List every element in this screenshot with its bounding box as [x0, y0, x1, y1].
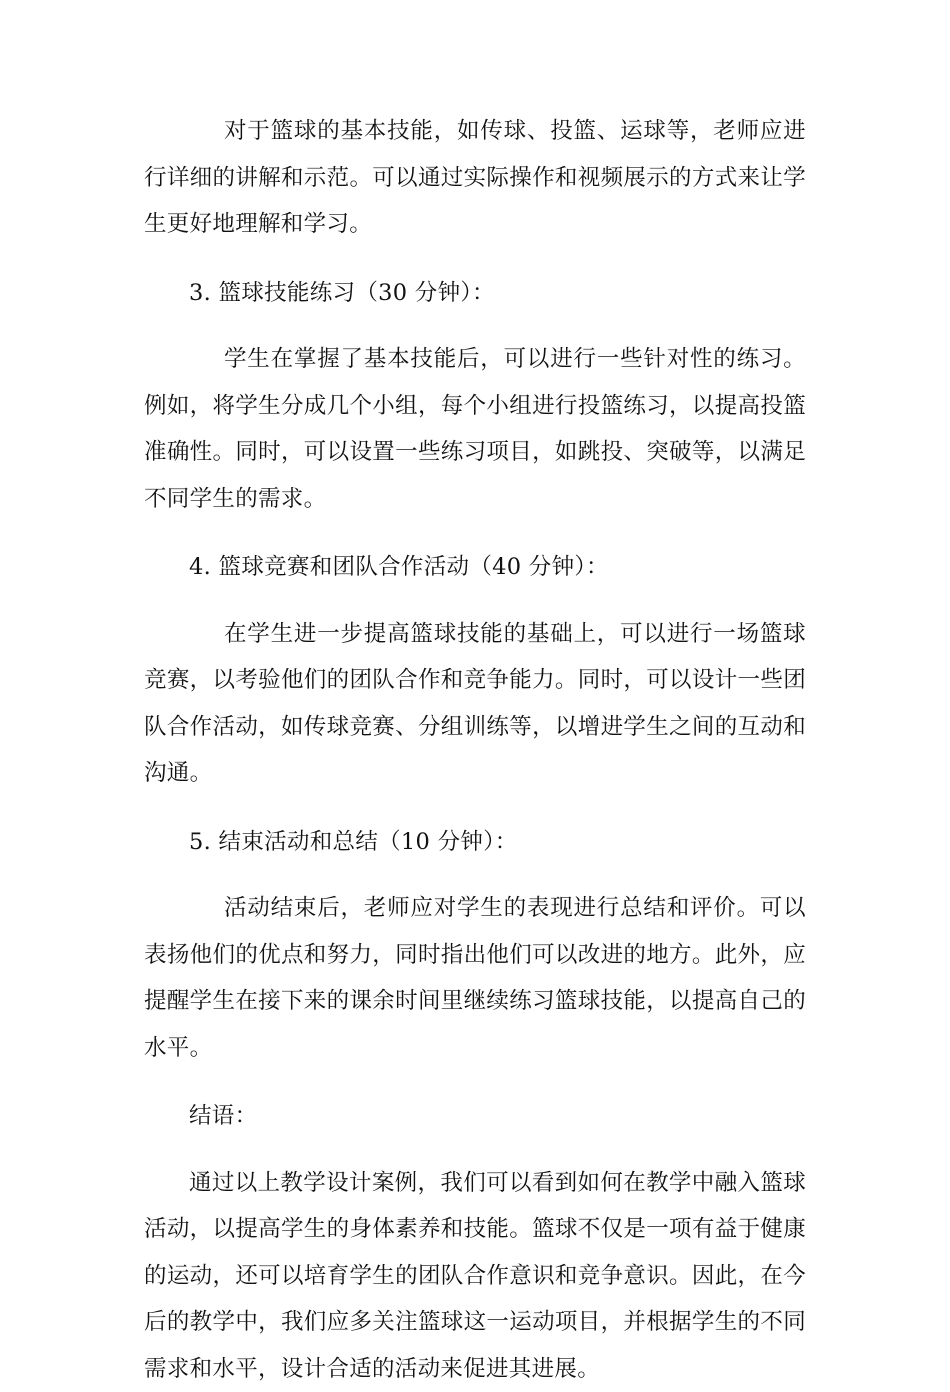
section-heading-summary: 5. 结束活动和总结（10 分钟）：	[144, 819, 806, 866]
paragraph-basic-skills: 对于篮球的基本技能，如传球、投篮、运球等，老师应进行详细的讲解和示范。可以通过实际操作和视频展示的方式来让学生更好地理解和学习。	[144, 108, 806, 248]
document-body	[144, 108, 806, 1392]
paragraph-conclusion: 通过以上教学设计案例，我们可以看到如何在教学中融入篮球活动，以提高学生的身体素养和技能。篮球不仅是一项有益于健康的运动，还可以培育学生的团队合作意识和竞争意识。因此，在今后的教学中，我们应多关注篮球这一运动项目，并根据学生的不同需求和水平，设计合适的活动来促进其进展。	[144, 1160, 806, 1392]
conclusion-heading: 结语：	[144, 1093, 806, 1140]
paragraph-competition: 在学生进一步提高篮球技能的基础上，可以进行一场篮球竞赛，以考验他们的团队合作和竞争能力。同时，可以设计一些团队合作活动，如传球竞赛、分组训练等，以增进学生之间的互动和沟通。	[144, 611, 806, 797]
section-heading-skill-practice: 3. 篮球技能练习（30 分钟）：	[144, 270, 806, 317]
paragraph-skill-practice: 学生在掌握了基本技能后，可以进行一些针对性的练习。例如，将学生分成几个小组，每个小组进行投篮练习，以提高投篮准确性。同时，可以设置一些练习项目，如跳投、突破等，以满足不同学生的需求。	[144, 336, 806, 522]
section-heading-competition: 4. 篮球竞赛和团队合作活动（40 分钟）：	[144, 544, 806, 591]
paragraph-summary: 活动结束后，老师应对学生的表现进行总结和评价。可以表扬他们的优点和努力，同时指出他们可以改进的地方。此外，应提醒学生在接下来的课余时间里继续练习篮球技能，以提高自己的水平。	[144, 885, 806, 1071]
